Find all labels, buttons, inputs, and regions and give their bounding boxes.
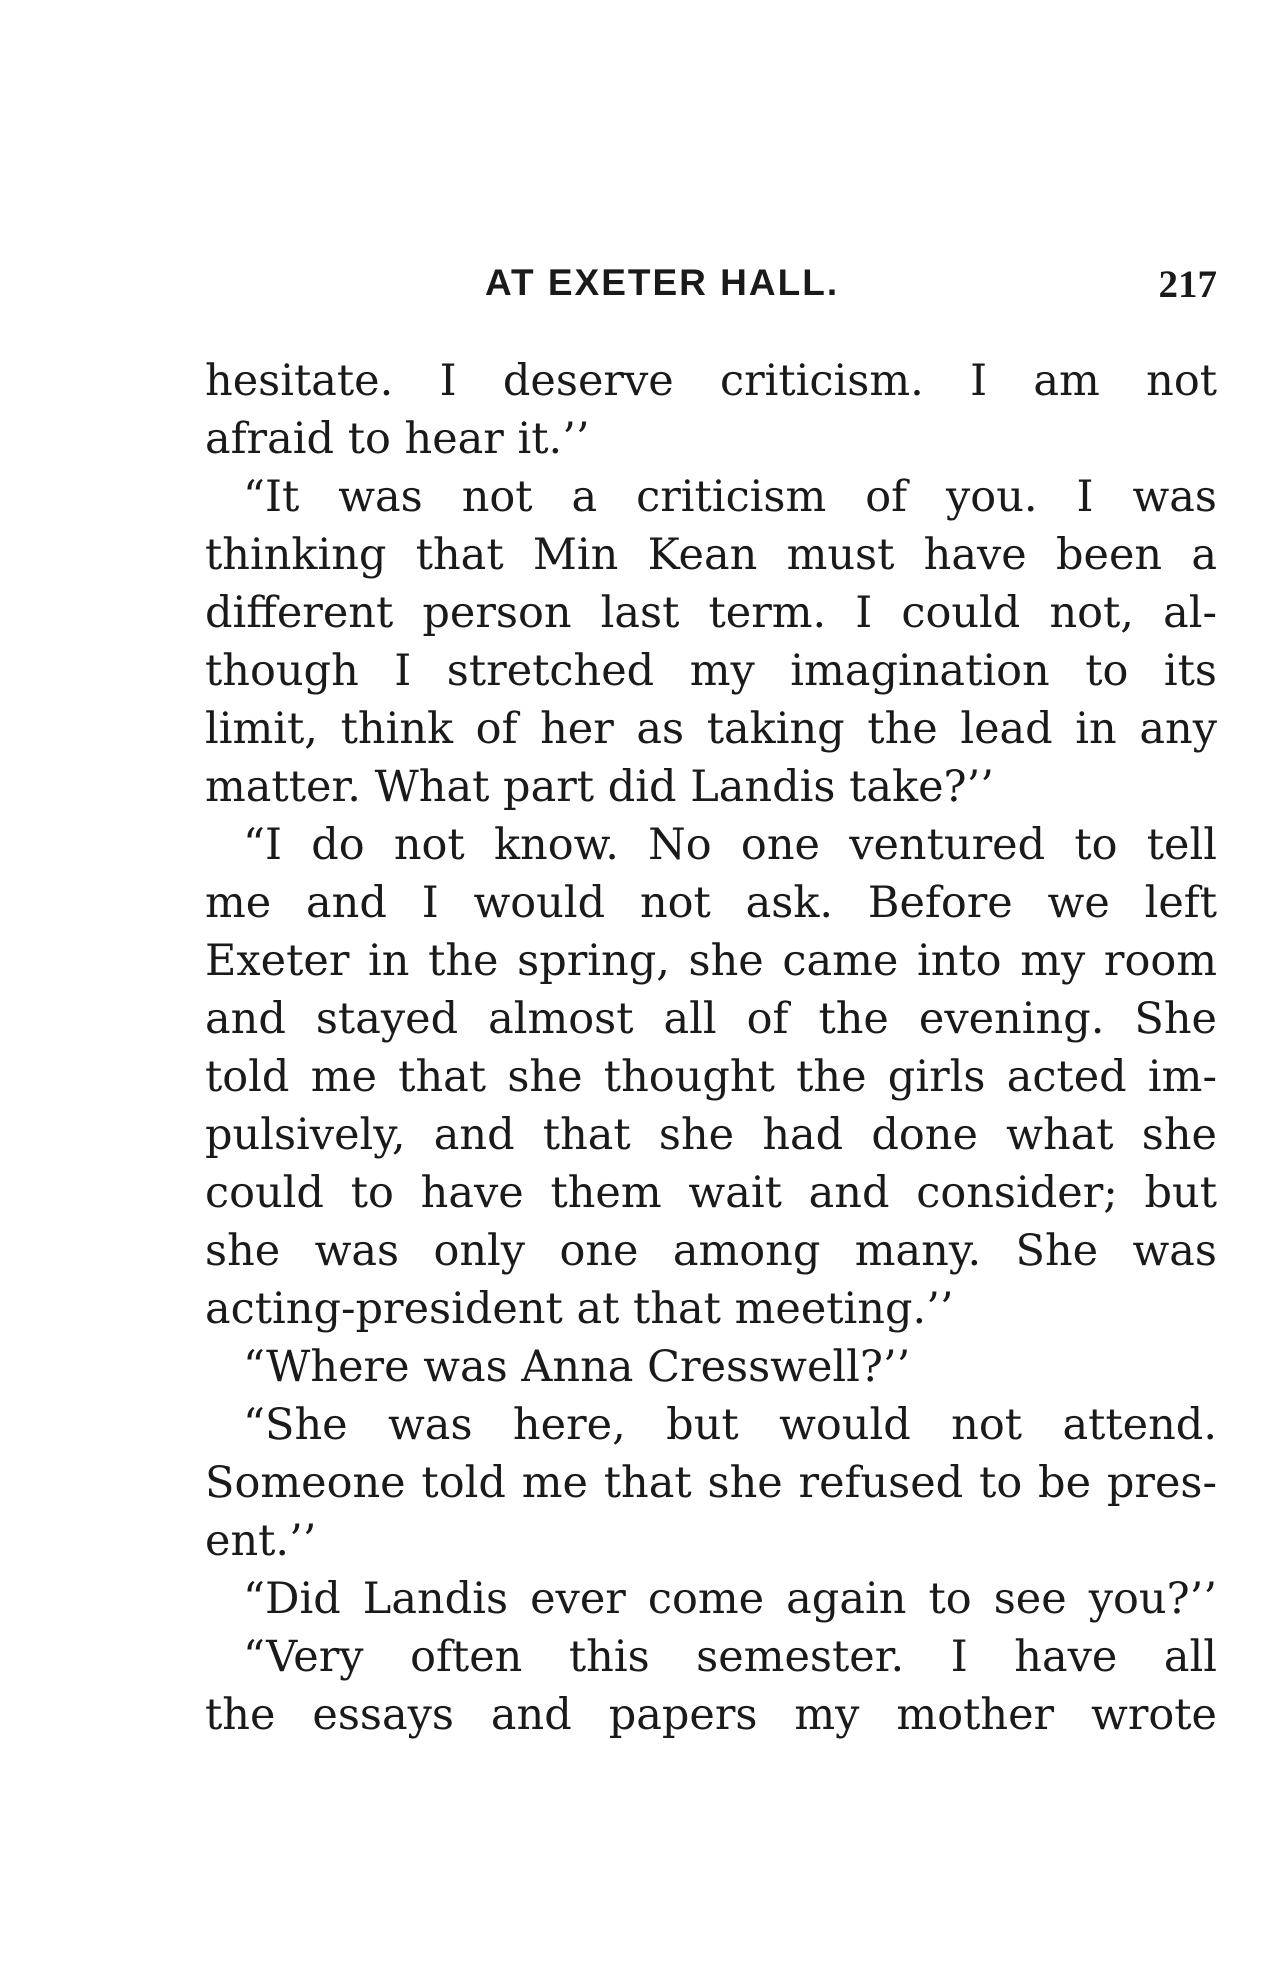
text-line: she was only one among many. She was — [205, 1226, 1217, 1276]
text-line: ent.’’ — [205, 1516, 317, 1566]
text-line: afraid to hear it.’’ — [205, 414, 590, 464]
text-line: “Did Landis ever come again to see you?’’ — [243, 1574, 1217, 1624]
text-line: hesitate. I deserve criticism. I am not — [205, 356, 1217, 406]
text-line: told me that she thought the girls acted im- — [205, 1052, 1217, 1102]
text-line: and stayed almost all of the evening. She — [205, 994, 1217, 1044]
running-head — [205, 262, 1217, 312]
page-number: 217 — [1158, 263, 1217, 306]
text-line: thinking that Min Kean must have been a — [205, 530, 1217, 580]
text-line: different person last term. I could not, al- — [205, 588, 1217, 638]
text-line: acting-president at that meeting.’’ — [205, 1284, 954, 1334]
body-text — [205, 352, 1217, 1744]
text-line: me and I would not ask. Before we left — [205, 878, 1217, 928]
text-line: the essays and papers my mother wrote — [205, 1690, 1217, 1740]
text-line: “I do not know. No one ventured to tell — [243, 820, 1217, 870]
running-title: AT EXETER HALL. — [485, 262, 840, 303]
text-line: “It was not a criticism of you. I was — [243, 472, 1217, 522]
text-line: could to have them wait and consider; but — [205, 1168, 1217, 1218]
text-line: “Where was Anna Cresswell?’’ — [243, 1342, 911, 1392]
text-line: pulsively, and that she had done what she — [205, 1110, 1217, 1160]
text-line: Exeter in the spring, she came into my room — [205, 936, 1217, 986]
text-line: matter. What part did Landis take?’’ — [205, 762, 994, 812]
text-line: Someone told me that she refused to be pres- — [205, 1458, 1217, 1508]
text-line: limit, think of her as taking the lead in any — [205, 704, 1217, 754]
text-line: though I stretched my imagination to its — [205, 646, 1217, 696]
text-line: “She was here, but would not attend. — [243, 1400, 1217, 1450]
text-line: “Very often this semester. I have all — [243, 1632, 1217, 1682]
